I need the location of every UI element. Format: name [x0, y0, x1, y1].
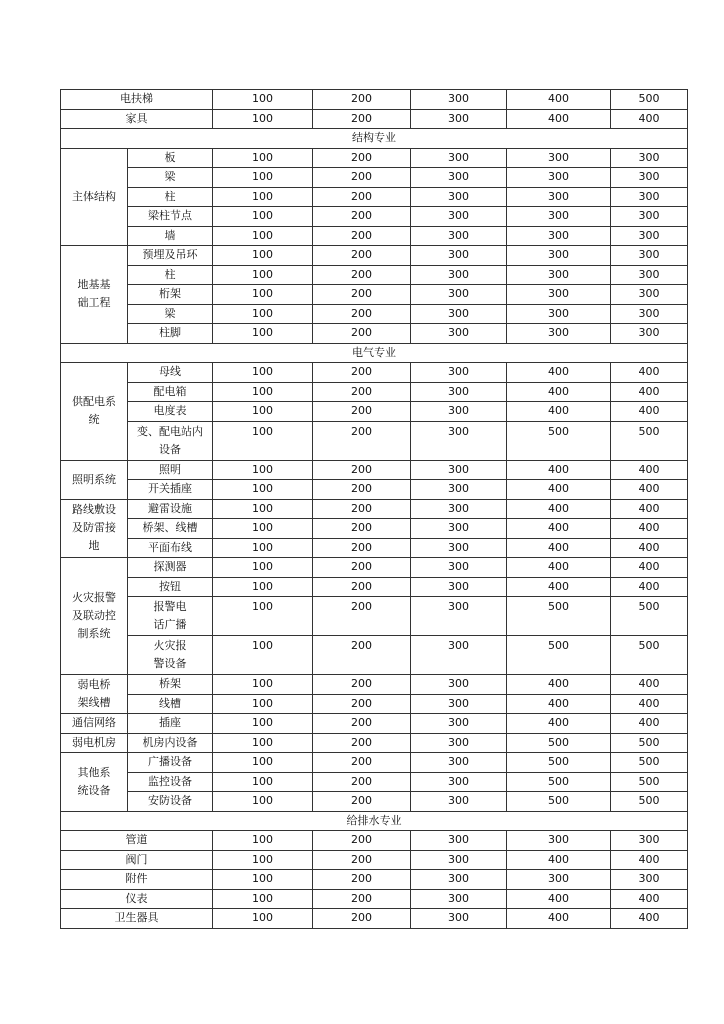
item-label: 变、配电站内 设备 — [128, 421, 213, 460]
value-cell: 500 — [611, 733, 688, 753]
value-cell: 300 — [411, 753, 507, 773]
table-row — [61, 538, 688, 558]
value-cell: 300 — [411, 187, 507, 207]
value-cell: 200 — [313, 889, 411, 909]
value-cell: 200 — [313, 772, 411, 792]
value-cell: 300 — [611, 148, 688, 168]
item-label: 预埋及吊环 — [128, 246, 213, 266]
value-cell: 400 — [611, 519, 688, 539]
value-cell: 400 — [507, 850, 611, 870]
item-label: 桥架、线槽 — [128, 519, 213, 539]
value-cell: 400 — [611, 363, 688, 383]
value-cell: 100 — [213, 187, 313, 207]
value-cell: 300 — [411, 499, 507, 519]
value-cell: 300 — [411, 909, 507, 929]
value-cell: 200 — [313, 558, 411, 578]
value-cell: 100 — [213, 168, 313, 188]
table-row — [61, 265, 688, 285]
table-row — [61, 733, 688, 753]
value-cell: 300 — [411, 90, 507, 110]
item-label: 监控设备 — [128, 772, 213, 792]
table-row — [61, 577, 688, 597]
table-row — [61, 889, 688, 909]
value-cell: 300 — [507, 324, 611, 344]
value-cell: 100 — [213, 733, 313, 753]
value-cell: 300 — [411, 421, 507, 460]
value-cell: 300 — [411, 558, 507, 578]
value-cell: 300 — [411, 402, 507, 422]
value-cell: 100 — [213, 909, 313, 929]
value-cell: 300 — [611, 831, 688, 851]
value-cell: 300 — [411, 675, 507, 695]
value-cell: 200 — [313, 909, 411, 929]
value-cell: 400 — [611, 538, 688, 558]
item-label: 家具 — [61, 109, 213, 129]
value-cell: 200 — [313, 421, 411, 460]
value-cell: 100 — [213, 577, 313, 597]
item-label: 避雷设施 — [128, 499, 213, 519]
group-label: 地基基 础工程 — [61, 246, 128, 344]
value-cell: 100 — [213, 753, 313, 773]
value-cell: 200 — [313, 187, 411, 207]
value-cell: 200 — [313, 324, 411, 344]
value-cell: 300 — [611, 168, 688, 188]
item-label: 柱 — [128, 265, 213, 285]
value-cell: 400 — [611, 909, 688, 929]
item-label: 桁架 — [128, 285, 213, 305]
value-cell: 200 — [313, 831, 411, 851]
value-cell: 500 — [611, 753, 688, 773]
value-cell: 400 — [611, 675, 688, 695]
value-cell: 300 — [611, 285, 688, 305]
item-label: 梁柱节点 — [128, 207, 213, 227]
item-label: 桥架 — [128, 675, 213, 695]
value-cell: 100 — [213, 597, 313, 636]
section-header: 结构专业 — [61, 129, 688, 149]
value-cell: 400 — [611, 402, 688, 422]
value-cell: 300 — [507, 870, 611, 890]
value-cell: 200 — [313, 753, 411, 773]
table-row — [61, 480, 688, 500]
value-cell: 300 — [507, 187, 611, 207]
value-cell: 200 — [313, 636, 411, 675]
table-row — [61, 597, 688, 636]
item-label: 配电箱 — [128, 382, 213, 402]
section-row — [61, 129, 688, 149]
value-cell: 500 — [507, 733, 611, 753]
group-label: 通信网络 — [61, 714, 128, 734]
value-cell: 300 — [611, 870, 688, 890]
value-cell: 300 — [507, 831, 611, 851]
table-row — [61, 909, 688, 929]
value-cell: 200 — [313, 597, 411, 636]
item-label: 仪表 — [61, 889, 213, 909]
value-cell: 100 — [213, 538, 313, 558]
value-cell: 200 — [313, 304, 411, 324]
value-cell: 200 — [313, 850, 411, 870]
item-label: 梁 — [128, 304, 213, 324]
value-cell: 100 — [213, 558, 313, 578]
value-cell: 400 — [507, 109, 611, 129]
item-label: 阀门 — [61, 850, 213, 870]
value-cell: 100 — [213, 421, 313, 460]
table-row — [61, 499, 688, 519]
table-row — [61, 226, 688, 246]
value-cell: 300 — [411, 870, 507, 890]
group-label: 弱电机房 — [61, 733, 128, 753]
value-cell: 300 — [411, 207, 507, 227]
value-cell: 200 — [313, 109, 411, 129]
value-cell: 300 — [411, 226, 507, 246]
value-cell: 200 — [313, 285, 411, 305]
value-cell: 300 — [411, 733, 507, 753]
table-body — [61, 90, 688, 929]
table-row — [61, 90, 688, 110]
value-cell: 300 — [611, 265, 688, 285]
table-row — [61, 831, 688, 851]
value-cell: 300 — [411, 304, 507, 324]
value-cell: 300 — [411, 597, 507, 636]
table-row — [61, 675, 688, 695]
table-row — [61, 460, 688, 480]
value-cell: 400 — [611, 558, 688, 578]
value-cell: 400 — [611, 460, 688, 480]
item-label: 报警电 话广播 — [128, 597, 213, 636]
value-cell: 300 — [411, 363, 507, 383]
value-cell: 400 — [507, 519, 611, 539]
value-cell: 400 — [507, 90, 611, 110]
value-cell: 300 — [611, 207, 688, 227]
value-cell: 100 — [213, 519, 313, 539]
group-label: 照明系统 — [61, 460, 128, 499]
table-row — [61, 168, 688, 188]
table-row — [61, 304, 688, 324]
table-row — [61, 109, 688, 129]
value-cell: 300 — [411, 324, 507, 344]
table-row — [61, 285, 688, 305]
item-label: 管道 — [61, 831, 213, 851]
item-label: 柱脚 — [128, 324, 213, 344]
item-label: 平面布线 — [128, 538, 213, 558]
value-cell: 300 — [411, 382, 507, 402]
group-label: 其他系 统设备 — [61, 753, 128, 812]
table-row — [61, 519, 688, 539]
value-cell: 100 — [213, 480, 313, 500]
value-cell: 300 — [411, 265, 507, 285]
value-cell: 100 — [213, 304, 313, 324]
value-cell: 500 — [507, 597, 611, 636]
value-cell: 100 — [213, 90, 313, 110]
value-cell: 200 — [313, 499, 411, 519]
value-cell: 400 — [611, 577, 688, 597]
section-row — [61, 811, 688, 831]
item-label: 开关插座 — [128, 480, 213, 500]
group-label: 供配电系 统 — [61, 363, 128, 461]
table-row — [61, 694, 688, 714]
group-label: 路线敷设 及防雷接 地 — [61, 499, 128, 558]
value-cell: 200 — [313, 226, 411, 246]
value-cell: 100 — [213, 324, 313, 344]
value-cell: 100 — [213, 109, 313, 129]
value-cell: 300 — [507, 226, 611, 246]
value-cell: 100 — [213, 285, 313, 305]
value-cell: 200 — [313, 363, 411, 383]
item-label: 照明 — [128, 460, 213, 480]
value-cell: 300 — [411, 148, 507, 168]
value-cell: 400 — [611, 714, 688, 734]
value-cell: 500 — [611, 597, 688, 636]
item-label: 墙 — [128, 226, 213, 246]
value-cell: 400 — [507, 675, 611, 695]
item-label: 按钮 — [128, 577, 213, 597]
table-row — [61, 850, 688, 870]
value-cell: 300 — [411, 636, 507, 675]
value-cell: 500 — [611, 772, 688, 792]
value-cell: 400 — [507, 480, 611, 500]
value-cell: 300 — [411, 246, 507, 266]
value-cell: 200 — [313, 733, 411, 753]
value-cell: 300 — [411, 538, 507, 558]
value-cell: 200 — [313, 402, 411, 422]
item-label: 火灾报 警设备 — [128, 636, 213, 675]
value-cell: 300 — [411, 792, 507, 812]
value-cell: 300 — [411, 285, 507, 305]
value-cell: 500 — [611, 421, 688, 460]
value-cell: 400 — [507, 558, 611, 578]
item-label: 安防设备 — [128, 792, 213, 812]
value-cell: 100 — [213, 499, 313, 519]
value-cell: 400 — [611, 694, 688, 714]
value-cell: 300 — [611, 304, 688, 324]
table-row — [61, 207, 688, 227]
value-cell: 300 — [411, 480, 507, 500]
value-cell: 200 — [313, 168, 411, 188]
value-cell: 200 — [313, 577, 411, 597]
value-cell: 100 — [213, 460, 313, 480]
value-cell: 300 — [411, 772, 507, 792]
value-cell: 300 — [411, 831, 507, 851]
item-label: 电扶梯 — [61, 90, 213, 110]
value-cell: 500 — [611, 792, 688, 812]
group-label: 火灾报警 及联动控 制系统 — [61, 558, 128, 675]
item-label: 卫生器具 — [61, 909, 213, 929]
value-cell: 200 — [313, 460, 411, 480]
value-cell: 300 — [507, 246, 611, 266]
value-cell: 300 — [507, 168, 611, 188]
value-cell: 500 — [507, 772, 611, 792]
item-label: 附件 — [61, 870, 213, 890]
value-cell: 500 — [611, 636, 688, 675]
value-cell: 100 — [213, 675, 313, 695]
value-cell: 400 — [507, 402, 611, 422]
value-cell: 300 — [507, 148, 611, 168]
section-header: 给排水专业 — [61, 811, 688, 831]
table-row — [61, 324, 688, 344]
table-row — [61, 402, 688, 422]
table-row — [61, 382, 688, 402]
value-cell: 400 — [611, 889, 688, 909]
value-cell: 100 — [213, 207, 313, 227]
value-cell: 300 — [611, 187, 688, 207]
value-cell: 100 — [213, 694, 313, 714]
value-cell: 200 — [313, 148, 411, 168]
value-cell: 500 — [611, 90, 688, 110]
value-cell: 500 — [507, 792, 611, 812]
value-cell: 100 — [213, 246, 313, 266]
value-cell: 300 — [411, 109, 507, 129]
value-cell: 300 — [411, 460, 507, 480]
value-cell: 200 — [313, 714, 411, 734]
item-label: 柱 — [128, 187, 213, 207]
value-cell: 400 — [507, 694, 611, 714]
value-cell: 100 — [213, 363, 313, 383]
value-cell: 300 — [507, 304, 611, 324]
item-label: 母线 — [128, 363, 213, 383]
value-cell: 300 — [411, 694, 507, 714]
value-cell: 200 — [313, 694, 411, 714]
value-cell: 400 — [507, 538, 611, 558]
value-cell: 100 — [213, 148, 313, 168]
value-cell: 300 — [507, 207, 611, 227]
table-row — [61, 246, 688, 266]
value-cell: 200 — [313, 382, 411, 402]
value-cell: 100 — [213, 402, 313, 422]
value-cell: 400 — [507, 577, 611, 597]
item-label: 插座 — [128, 714, 213, 734]
section-row — [61, 343, 688, 363]
value-cell: 100 — [213, 772, 313, 792]
group-label: 弱电桥 架线槽 — [61, 675, 128, 714]
value-cell: 300 — [411, 850, 507, 870]
value-cell: 400 — [507, 382, 611, 402]
value-cell: 200 — [313, 519, 411, 539]
table-row — [61, 363, 688, 383]
value-cell: 100 — [213, 792, 313, 812]
value-cell: 100 — [213, 226, 313, 246]
value-cell: 200 — [313, 675, 411, 695]
table-row — [61, 714, 688, 734]
value-cell: 200 — [313, 265, 411, 285]
value-cell: 100 — [213, 636, 313, 675]
table-row — [61, 772, 688, 792]
value-cell: 400 — [611, 850, 688, 870]
value-cell: 200 — [313, 207, 411, 227]
item-label: 梁 — [128, 168, 213, 188]
value-cell: 300 — [411, 519, 507, 539]
table-row — [61, 870, 688, 890]
table-row — [61, 558, 688, 578]
table-row — [61, 792, 688, 812]
value-cell: 100 — [213, 870, 313, 890]
value-cell: 300 — [507, 285, 611, 305]
value-cell: 100 — [213, 382, 313, 402]
item-label: 线槽 — [128, 694, 213, 714]
value-cell: 100 — [213, 265, 313, 285]
value-cell: 500 — [507, 636, 611, 675]
item-label: 电度表 — [128, 402, 213, 422]
value-cell: 200 — [313, 870, 411, 890]
value-cell: 300 — [611, 226, 688, 246]
table-row — [61, 636, 688, 675]
table-row — [61, 421, 688, 460]
value-cell: 400 — [507, 714, 611, 734]
section-header: 电气专业 — [61, 343, 688, 363]
value-cell: 300 — [611, 246, 688, 266]
value-cell: 400 — [611, 499, 688, 519]
value-cell: 200 — [313, 480, 411, 500]
table-row — [61, 148, 688, 168]
item-label: 广播设备 — [128, 753, 213, 773]
value-cell: 500 — [507, 421, 611, 460]
value-cell: 400 — [507, 909, 611, 929]
value-cell: 200 — [313, 246, 411, 266]
value-cell: 400 — [611, 480, 688, 500]
item-label: 探测器 — [128, 558, 213, 578]
group-label: 主体结构 — [61, 148, 128, 246]
item-label: 机房内设备 — [128, 733, 213, 753]
value-cell: 400 — [507, 363, 611, 383]
value-cell: 200 — [313, 538, 411, 558]
table-row — [61, 753, 688, 773]
value-cell: 100 — [213, 831, 313, 851]
value-cell: 400 — [611, 109, 688, 129]
value-cell: 400 — [611, 382, 688, 402]
value-cell: 400 — [507, 460, 611, 480]
value-cell: 300 — [411, 577, 507, 597]
item-label: 板 — [128, 148, 213, 168]
value-cell: 400 — [507, 499, 611, 519]
value-cell: 100 — [213, 850, 313, 870]
value-cell: 100 — [213, 889, 313, 909]
value-cell: 100 — [213, 714, 313, 734]
value-cell: 200 — [313, 792, 411, 812]
value-cell: 500 — [507, 753, 611, 773]
value-cell: 300 — [507, 265, 611, 285]
value-cell: 300 — [411, 889, 507, 909]
value-cell: 400 — [507, 889, 611, 909]
value-cell: 300 — [411, 168, 507, 188]
value-cell: 200 — [313, 90, 411, 110]
value-cell: 300 — [611, 324, 688, 344]
tolerance-table — [60, 89, 688, 929]
table-row — [61, 187, 688, 207]
value-cell: 300 — [411, 714, 507, 734]
